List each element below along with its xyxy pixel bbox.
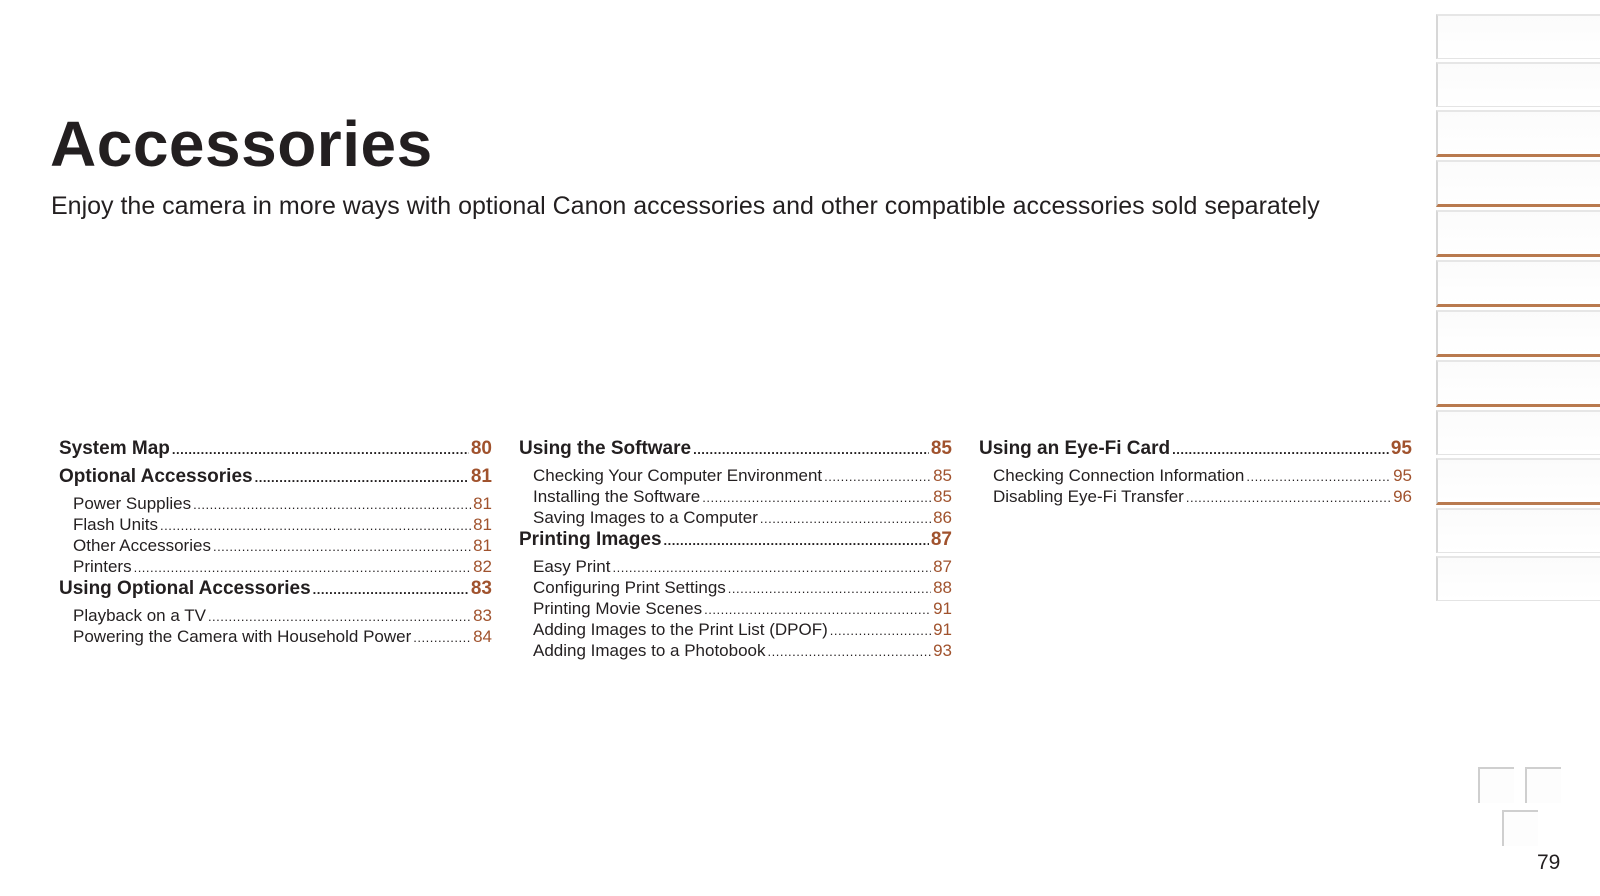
dot-leader [313, 582, 469, 597]
dot-leader [193, 497, 471, 512]
toc-label: Power Supplies [73, 494, 192, 513]
toc-section-link[interactable] [979, 438, 1412, 466]
toc-page-number: 85 [930, 438, 952, 459]
dot-leader [134, 560, 472, 575]
chapter-tabs [1436, 14, 1600, 604]
toc-section-link[interactable] [59, 466, 492, 494]
toc-column-1 [59, 438, 492, 648]
toc-label: Installing the Software [533, 487, 701, 506]
toc-column-2 [519, 438, 952, 662]
toc-page-number: 95 [1393, 466, 1412, 485]
toc-page-number: 86 [933, 508, 952, 527]
dot-leader [413, 630, 471, 645]
toc-label: Powering the Camera with Household Power [73, 627, 412, 646]
dot-leader [664, 533, 929, 548]
dot-leader [255, 470, 469, 485]
toc-page-number: 84 [473, 627, 492, 646]
toc-label: Checking Connection Information [993, 466, 1245, 485]
toc-section-link[interactable] [59, 438, 492, 466]
toc-label: Disabling Eye-Fi Transfer [993, 487, 1184, 506]
toc-page-number: 83 [473, 606, 492, 625]
dot-leader [760, 511, 931, 526]
toc-page-number: 81 [470, 466, 492, 487]
page-number: 79 [1537, 851, 1561, 874]
next-page-button[interactable] [1525, 767, 1561, 803]
back-button[interactable] [1502, 810, 1538, 846]
toc-entry-link[interactable] [519, 641, 952, 662]
toc-label: Using the Software [519, 438, 692, 459]
toc-page-number: 93 [933, 641, 952, 660]
toc-section-link[interactable] [519, 529, 952, 557]
toc-entry-link[interactable] [59, 515, 492, 536]
toc-label: Printing Movie Scenes [533, 599, 703, 618]
toc-page-number: 87 [933, 557, 952, 576]
dot-leader [824, 469, 931, 484]
chapter-tab[interactable] [1436, 62, 1600, 107]
toc-label: Saving Images to a Computer [533, 508, 758, 527]
toc-page-number: 80 [470, 438, 492, 459]
toc-page-number: 85 [933, 487, 952, 506]
toc-entry-link[interactable] [519, 599, 952, 620]
toc-entry-link[interactable] [519, 578, 952, 599]
chapter-tab[interactable] [1436, 556, 1600, 601]
toc-label: System Map [59, 438, 170, 459]
toc-entry-link[interactable] [979, 487, 1412, 508]
toc-label: Using Optional Accessories [59, 578, 311, 599]
toc-label: Printers [73, 557, 132, 576]
chapter-tab[interactable] [1436, 14, 1600, 59]
previous-page-button[interactable] [1478, 767, 1514, 803]
chapter-tab[interactable] [1436, 110, 1600, 157]
chapter-tab[interactable] [1436, 260, 1600, 307]
toc-page-number: 96 [1393, 487, 1412, 506]
dot-leader [160, 518, 471, 533]
toc-page-number: 87 [930, 529, 952, 550]
toc-page-number: 83 [470, 578, 492, 599]
toc-section-link[interactable] [59, 578, 492, 606]
toc-label: Playback on a TV [73, 606, 206, 625]
chapter-tab[interactable] [1436, 160, 1600, 207]
toc-column-3 [979, 438, 1412, 508]
page-title: Accessories [50, 108, 433, 180]
toc-section-link[interactable] [519, 438, 952, 466]
dot-leader [693, 442, 929, 457]
toc-entry-link[interactable] [59, 536, 492, 557]
toc-label: Adding Images to a Photobook [533, 641, 766, 660]
chapter-tab[interactable] [1436, 310, 1600, 357]
toc-page-number: 91 [933, 599, 952, 618]
toc-page-number: 85 [933, 466, 952, 485]
toc-page-number: 95 [1390, 438, 1412, 459]
chapter-tab[interactable] [1436, 458, 1600, 505]
dot-leader [830, 623, 931, 638]
page-subtitle: Enjoy the camera in more ways with optional Canon accessories and other compatible accessories sold separately [51, 192, 1320, 220]
toc-page-number: 88 [933, 578, 952, 597]
toc-entry-link[interactable] [59, 627, 492, 648]
toc-page-number: 81 [473, 536, 492, 555]
dot-leader [612, 560, 931, 575]
toc-entry-link[interactable] [519, 508, 952, 529]
toc-label: Flash Units [73, 515, 159, 534]
toc-entry-link[interactable] [59, 494, 492, 515]
chapter-tab[interactable] [1436, 360, 1600, 407]
toc-entry-link[interactable] [519, 487, 952, 508]
toc-label: Configuring Print Settings [533, 578, 726, 597]
dot-leader [1186, 490, 1391, 505]
toc-label: Optional Accessories [59, 466, 253, 487]
dot-leader [702, 490, 931, 505]
toc-label: Adding Images to the Print List (DPOF) [533, 620, 828, 639]
toc-label: Easy Print [533, 557, 611, 576]
dot-leader [728, 581, 931, 596]
chapter-tab[interactable] [1436, 508, 1600, 553]
dot-leader [768, 644, 932, 659]
toc-page-number: 81 [473, 515, 492, 534]
toc-page-number: 91 [933, 620, 952, 639]
toc-label: Using an Eye-Fi Card [979, 438, 1171, 459]
chapter-tab[interactable] [1436, 210, 1600, 257]
toc-label: Printing Images [519, 529, 662, 550]
dot-leader [704, 602, 931, 617]
toc-page-number: 82 [473, 557, 492, 576]
dot-leader [208, 609, 471, 624]
toc-label: Checking Your Computer Environment [533, 466, 823, 485]
dot-leader [1246, 469, 1391, 484]
toc-entry-link[interactable] [519, 557, 952, 578]
toc-entry-link[interactable] [519, 620, 952, 641]
toc-page-number: 81 [473, 494, 492, 513]
toc-entry-link[interactable] [59, 557, 492, 578]
dot-leader [1172, 442, 1389, 457]
toc-entry-link[interactable] [59, 606, 492, 627]
toc-label: Other Accessories [73, 536, 211, 555]
dot-leader [172, 442, 469, 457]
chapter-tab[interactable] [1436, 410, 1600, 455]
toc-entry-link[interactable] [979, 466, 1412, 487]
toc-entry-link[interactable] [519, 466, 952, 487]
dot-leader [213, 539, 471, 554]
